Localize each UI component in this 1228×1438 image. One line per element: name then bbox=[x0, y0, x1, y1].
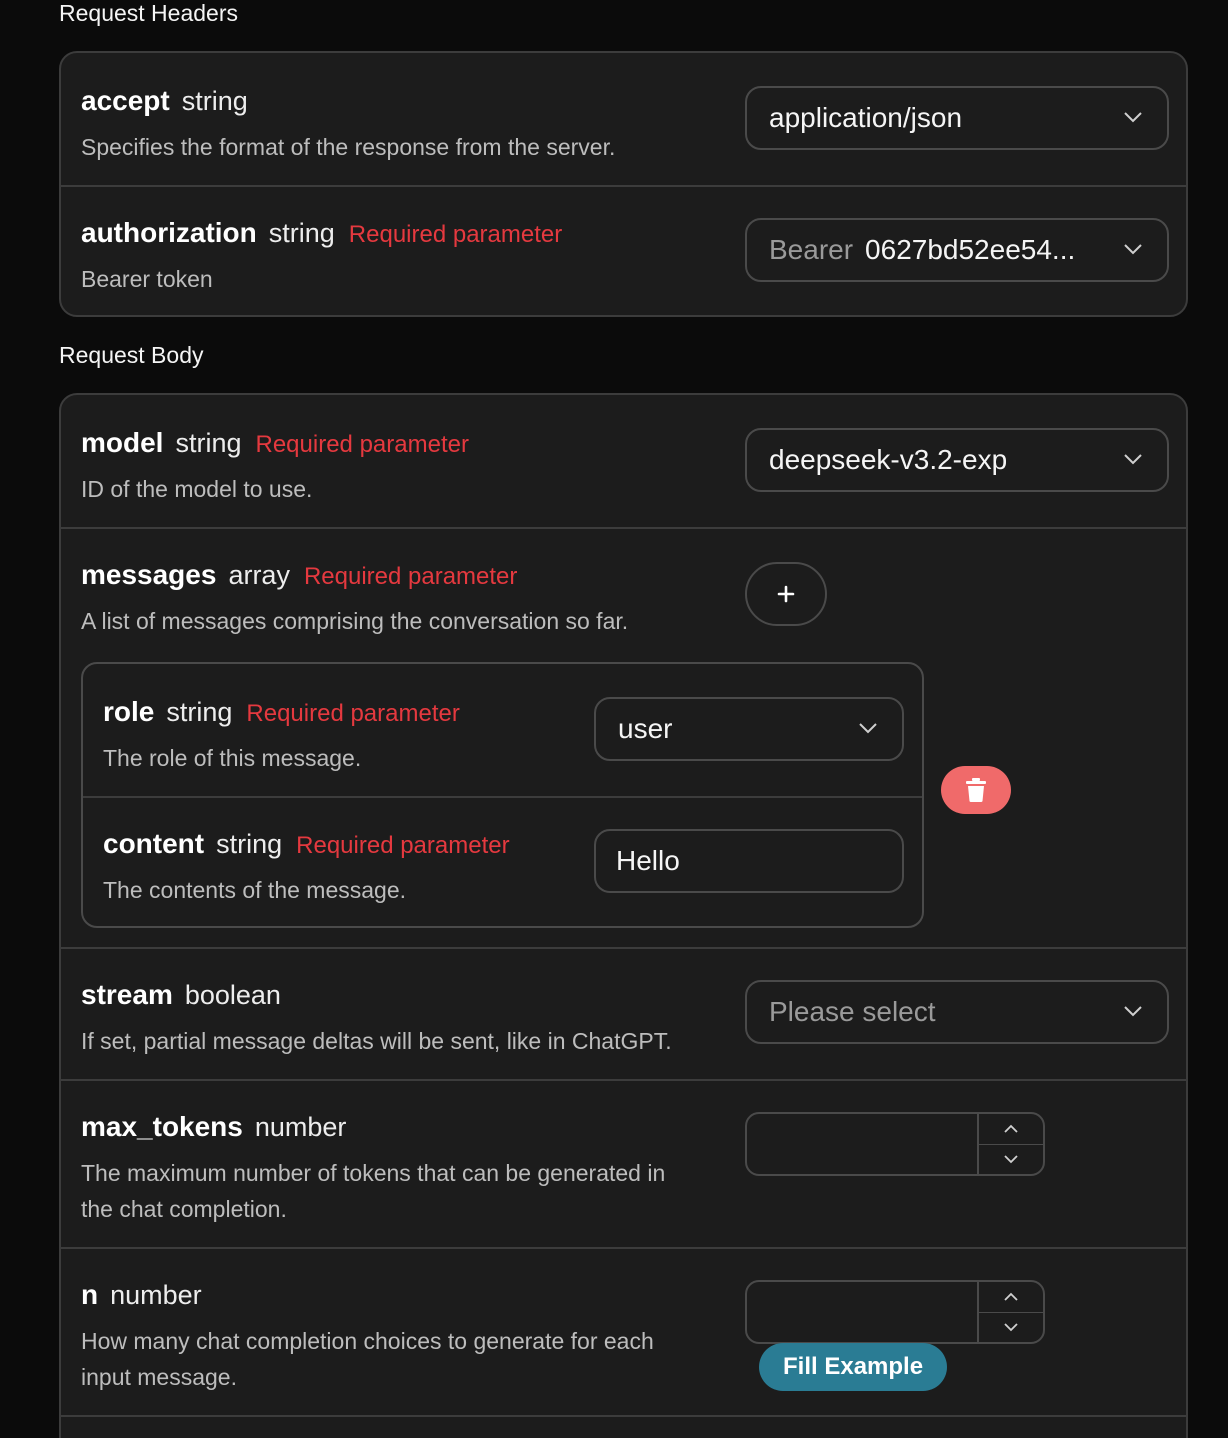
max-tokens-stepper[interactable] bbox=[745, 1112, 1045, 1176]
stepper-buttons bbox=[977, 1282, 1043, 1342]
param-row-model bbox=[61, 395, 1186, 527]
param-name: accept bbox=[81, 85, 170, 116]
param-type: string bbox=[166, 697, 233, 727]
select-placeholder: Please select bbox=[769, 996, 936, 1027]
required-badge: Required parameter bbox=[348, 221, 563, 248]
param-name: role bbox=[103, 696, 155, 727]
param-head bbox=[81, 559, 517, 591]
bearer-prefix: Bearer bbox=[769, 234, 854, 265]
param-name: max_tokens bbox=[81, 1111, 243, 1142]
increment-button[interactable] bbox=[979, 1114, 1043, 1145]
param-row-next bbox=[61, 1415, 1186, 1438]
n-stepper[interactable] bbox=[745, 1280, 1045, 1344]
stream-select[interactable] bbox=[745, 980, 1169, 1044]
param-type: array bbox=[228, 560, 290, 590]
param-head bbox=[81, 1279, 202, 1311]
select-value: user bbox=[618, 713, 673, 744]
request-body-title: Request Body bbox=[59, 342, 204, 368]
param-name: content bbox=[103, 828, 205, 859]
chevron-down-icon bbox=[1003, 1154, 1019, 1164]
message-item bbox=[81, 662, 924, 928]
param-description bbox=[81, 1155, 665, 1227]
chevron-down-icon bbox=[1123, 110, 1143, 124]
trash-icon bbox=[965, 777, 987, 803]
param-row-content bbox=[83, 796, 922, 928]
description-line: How many chat completion choices to generate for each bbox=[81, 1328, 654, 1354]
param-row-accept bbox=[61, 53, 1186, 185]
chevron-down-icon bbox=[858, 721, 878, 735]
param-name: messages bbox=[81, 559, 217, 590]
request-headers-card bbox=[59, 51, 1188, 317]
required-badge: Required parameter bbox=[255, 431, 469, 458]
param-row-role bbox=[83, 664, 922, 796]
select-value: deepseek-v3.2-exp bbox=[769, 444, 1008, 475]
param-head bbox=[103, 828, 510, 860]
param-type: boolean bbox=[184, 980, 281, 1010]
param-row-authorization bbox=[61, 185, 1186, 317]
param-head bbox=[81, 217, 562, 249]
chevron-down-icon bbox=[1003, 1322, 1019, 1332]
param-description: ID of the model to use. bbox=[81, 476, 313, 502]
param-row-n bbox=[61, 1247, 1186, 1415]
param-name: stream bbox=[81, 979, 173, 1010]
accept-select[interactable] bbox=[745, 86, 1169, 150]
plus-icon bbox=[777, 585, 795, 603]
param-name: n bbox=[81, 1279, 99, 1310]
param-description: The contents of the message. bbox=[103, 877, 407, 903]
param-description: If set, partial message deltas will be sent, like in ChatGPT. bbox=[81, 1028, 672, 1054]
decrement-button[interactable] bbox=[979, 1312, 1043, 1342]
description-line: input message. bbox=[81, 1364, 237, 1390]
param-name: model bbox=[81, 427, 164, 458]
chevron-down-icon bbox=[1123, 242, 1143, 256]
description-line: the chat completion. bbox=[81, 1196, 287, 1222]
param-type: string bbox=[175, 428, 242, 458]
param-row-messages bbox=[61, 527, 1186, 947]
param-description: Bearer token bbox=[81, 266, 213, 292]
param-head bbox=[81, 979, 281, 1011]
param-description: The role of this message. bbox=[103, 745, 362, 771]
input-value: Hello bbox=[616, 845, 680, 876]
description-line: The maximum number of tokens that can be generated in bbox=[81, 1160, 666, 1186]
param-type: number bbox=[254, 1112, 347, 1142]
authorization-select[interactable] bbox=[745, 218, 1169, 282]
chevron-up-icon bbox=[1003, 1292, 1019, 1302]
stepper-buttons bbox=[977, 1114, 1043, 1174]
request-headers-title: Request Headers bbox=[59, 0, 238, 26]
param-head bbox=[81, 427, 469, 459]
decrement-button[interactable] bbox=[979, 1144, 1043, 1174]
param-row-max-tokens bbox=[61, 1079, 1186, 1247]
required-badge: Required parameter bbox=[296, 832, 510, 859]
n-input[interactable] bbox=[747, 1282, 980, 1342]
param-head bbox=[81, 1111, 346, 1143]
request-body-card bbox=[59, 393, 1188, 1438]
chevron-up-icon bbox=[1003, 1124, 1019, 1134]
param-description bbox=[81, 1323, 654, 1395]
param-description: Specifies the format of the response from the server. bbox=[81, 134, 616, 160]
fill-example-button[interactable]: Fill Example bbox=[759, 1343, 947, 1391]
param-type: string bbox=[216, 829, 283, 859]
add-message-button[interactable] bbox=[745, 562, 827, 626]
param-row-stream bbox=[61, 947, 1186, 1079]
max-tokens-input[interactable] bbox=[747, 1114, 980, 1174]
model-select[interactable] bbox=[745, 428, 1169, 492]
chevron-down-icon bbox=[1123, 1004, 1143, 1018]
param-head bbox=[103, 696, 460, 728]
required-badge: Required parameter bbox=[303, 563, 518, 590]
param-type: number bbox=[110, 1280, 202, 1310]
increment-button[interactable] bbox=[979, 1282, 1043, 1313]
select-value: application/json bbox=[769, 102, 963, 133]
role-select[interactable] bbox=[594, 697, 904, 761]
param-head bbox=[81, 85, 248, 117]
delete-message-button[interactable] bbox=[941, 766, 1011, 814]
chevron-down-icon bbox=[1123, 452, 1143, 466]
select-value: 0627bd52ee54... bbox=[865, 234, 1076, 265]
param-description: A list of messages comprising the conversation so far. bbox=[81, 608, 629, 634]
param-type: string bbox=[268, 218, 335, 248]
param-type: string bbox=[181, 86, 248, 116]
required-badge: Required parameter bbox=[246, 700, 460, 727]
content-input[interactable] bbox=[594, 829, 904, 893]
param-name: authorization bbox=[81, 217, 257, 248]
